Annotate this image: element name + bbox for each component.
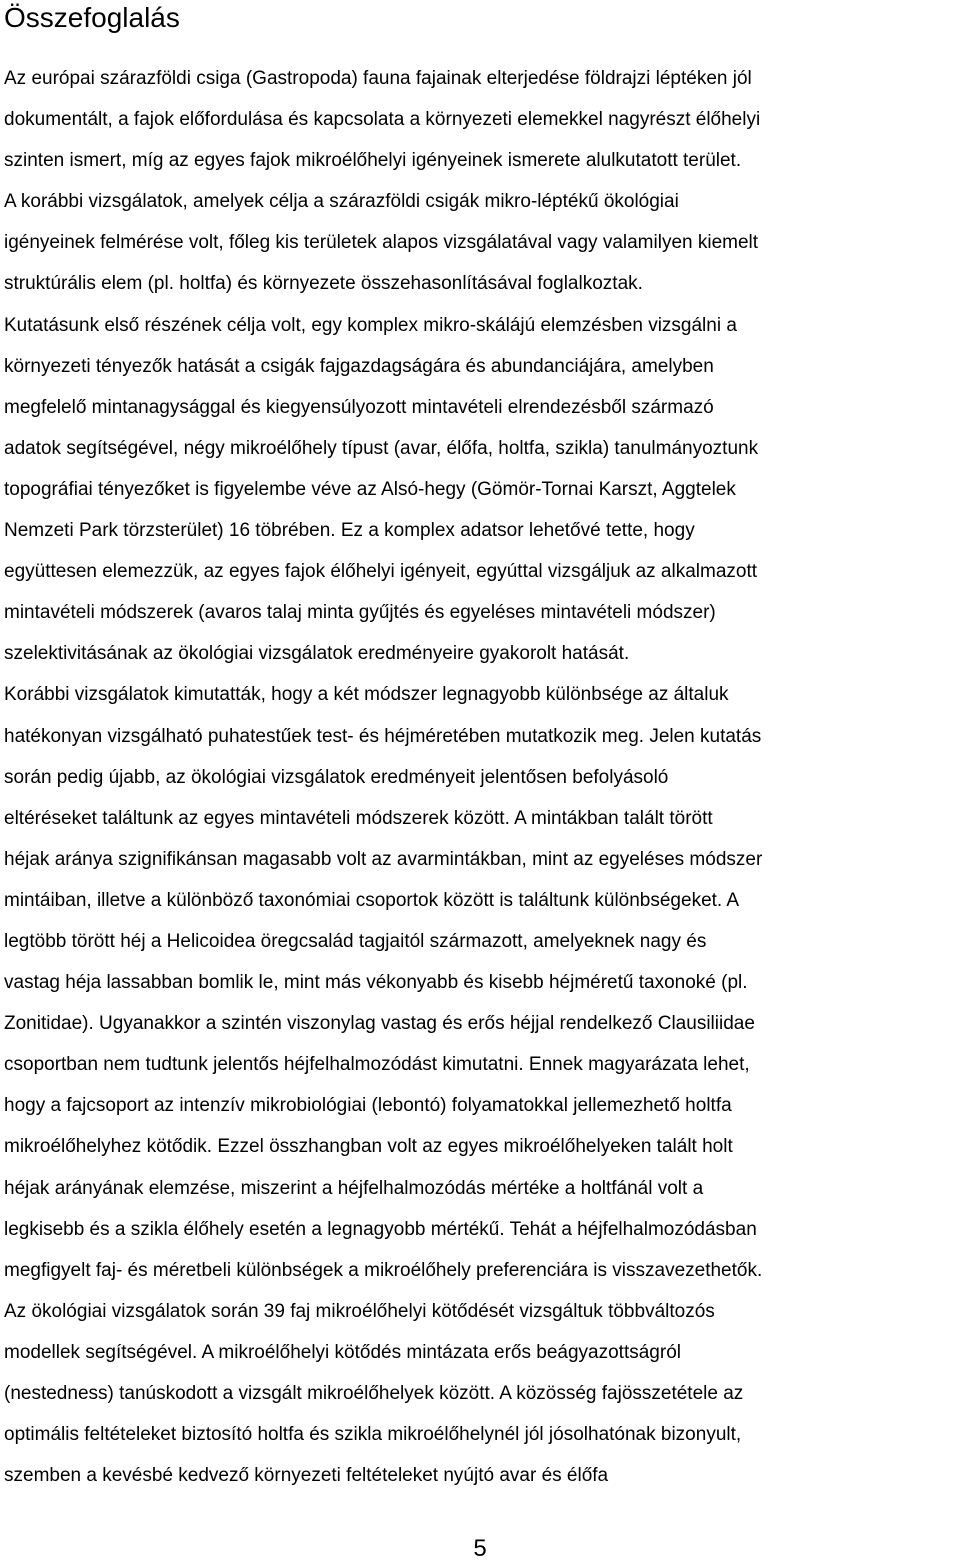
page-number: 5 [473, 1535, 487, 1562]
summary-paragraph: Az európai szárazföldi csiga (Gastropoda) fauna fajainak elterjedése földrajzi léptéken jól dokumentált, a fajok előfordulása és kapcsolata a környezeti elemekkel nagyrészt élőhelyi szinten ismert, míg az egyes fajok mikroélőhelyi igényeinek ismerete alulkutatott terület. A korábbi vizsgálatok, amelyek célja a szárazföldi csigák mikro-léptékű ökológiai igényeinek felmérése volt, főleg kis területek alapos vizsgálatával vagy valamilyen kiemelt struktúrális elem (pl. holtfa) és környezete összehasonlításával foglalkoztak. Kutatásunk első részének célja volt, egy komplex mikro-skálájú elemzésben vizsgálni a környezeti tényezők hatását a csigák fajgazdagságára és abundanciájára, amelyben megfelelő mintanagysággal és kiegyensúlyozott mintavételi elrendezésből származó adatok segítségével, négy mikroélőhely típust (avar, élőfa, holtfa, szikla) tanulmányoztunk topográfiai tényezőket is figyelembe véve az Alsó-hegy (Gömör-Tornai Karszt, Aggtelek Nemzeti Park törzsterület) 16 töbrében. Ez a komplex adatsor lehetővé tette, hogy együttesen elemezzük, az egyes fajok élőhelyi igényeit, egyúttal vizsgáljuk az alkalmazott mintavételi módszerek (avaros talaj minta gyűjtés és egyeléses mintavételi módszer) szelektivitásának az ökológiai vizsgálatok eredményeire gyakorolt hatását. Korábbi vizsgálatok kimutatták, hogy a két módszer legnagyobb különbsége az általuk hatékonyan vizsgálható puhatestűek test- és héjméretében mutatkozik meg. Jelen kutatás során pedig újabb, az ökológiai vizsgálatok eredményeit jelentősen befolyásoló eltéréseket találtunk az egyes mintavételi módszerek között. A mintákban talált törött héjak aránya szignifikánsan magasabb volt az avarmintákban, mint az egyeléses módszer mintáiban, illetve a különböző taxonómiai csoportok között is találtunk különbségeket. A legtöbb törött héj a Helicoidea öregcsalád tagjaitól származott, amelyeknek nagy és vastag héja lassabban bomlik le, mint más vékonyabb és kisebb héjméretű taxonoké (pl. Zonitidae). Ugyanakkor a szintén viszonylag vastag és erős héjjal rendelkező Clausiliidae csoportban nem tudtunk jelentős héjfelhalmozódást kimutatni. Ennek magyarázata lehet, hogy a fajcsoport az intenzív mikrobiológiai (lebontó) folyamatokkal jellemezhető holtfa mikroélőhelyhez kötődik. Ezzel összhangban volt az egyes mikroélőhelyeken talált holt héjak arányának elemzése, miszerint a héjfelhalmozódás mértéke a holtfánál volt a legkisebb és a szikla élőhely esetén a legnagyobb mértékű. Tehát a héjfelhalmozódásban megfigyelt faj- és méretbeli különbségek a mikroélőhely preferenciára is visszavezethetők. Az ökológiai vizsgálatok során 39 faj mikroélőhelyi kötődését vizsgáltuk többváltozós modellek segítségével. A mikroélőhelyi kötődés mintázata erős beágyazottságról (nestedness) tanúskodott a vizsgált mikroélőhelyek között. A közösség fajösszetétele az optimális feltételeket biztosító holtfa és szikla mikroélőhelynél jól jósolhatónak bizonyult, szemben a kevésbé kedvező környezeti feltételeket nyújtó avar és élőfa [4, 68, 763, 1487]
page-title: Összefoglalás [4, 2, 180, 33]
